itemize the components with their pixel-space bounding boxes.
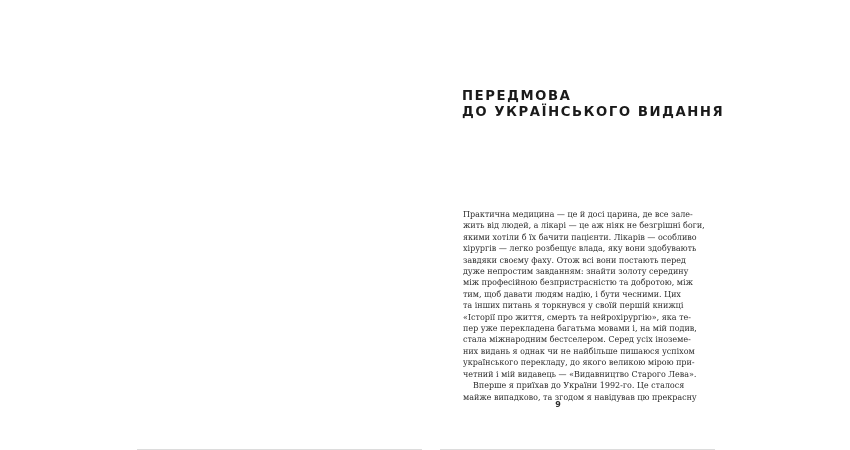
text-line: Вперше я приїхав до України 1992-го. Це сталося: [473, 381, 685, 391]
page-number: 9: [555, 400, 561, 409]
text-line: пер уже перекладена багатьма мовами і, на мій подив,: [463, 324, 697, 334]
text-line: «Історії про життя, смерть та нейрохірургію», яка те-: [463, 312, 691, 322]
body-paragraphs: [463, 209, 705, 403]
text-line: хірургів — легко розбещує влада, яку вони здобувають: [463, 244, 697, 254]
text-line: тим, щоб давати людям надію, і бути чесними. Цих: [463, 289, 681, 299]
text-line: майже випадково, та згодом я навідував цю прекрасну: [463, 392, 697, 402]
text-line: якими хотіли б їх бачити пацієнти. Лікарів — особливо: [463, 232, 697, 242]
text-line: четний і мій видавець — «Видавництво Старого Лева».: [463, 369, 697, 379]
chapter-heading-line-2: ДО УКРАЇНСЬКОГО ВИДАННЯ: [462, 104, 725, 120]
text-line: них видань я однак чи не найбільше пишаюся успіхом: [463, 346, 695, 356]
text-line: Практична медицина — це й досі царина, де все зале-: [463, 210, 693, 219]
chapter-heading-line-1: ПЕРЕДМОВА: [462, 89, 572, 104]
text-line: жить від людей, а лікарі — це аж ніяк не безгрішні боги,: [463, 221, 705, 231]
text-line: українського перекладу, до якого великою мірою при-: [463, 358, 695, 368]
text-line: дуже непростим завданням: знайти золоту середину: [463, 267, 689, 277]
text-line: між професійною безпристрасністю та добротою, між: [463, 278, 693, 288]
text-line: завдяки своєму фаху. Отож всі вони постають перед: [463, 255, 686, 265]
text-line: стала міжнародним бестселером. Серед усіх іноземе-: [463, 335, 691, 345]
text-line: та інших питань я торкнувся у своїй першій книжці: [463, 301, 684, 311]
chapter-heading: [462, 89, 724, 120]
